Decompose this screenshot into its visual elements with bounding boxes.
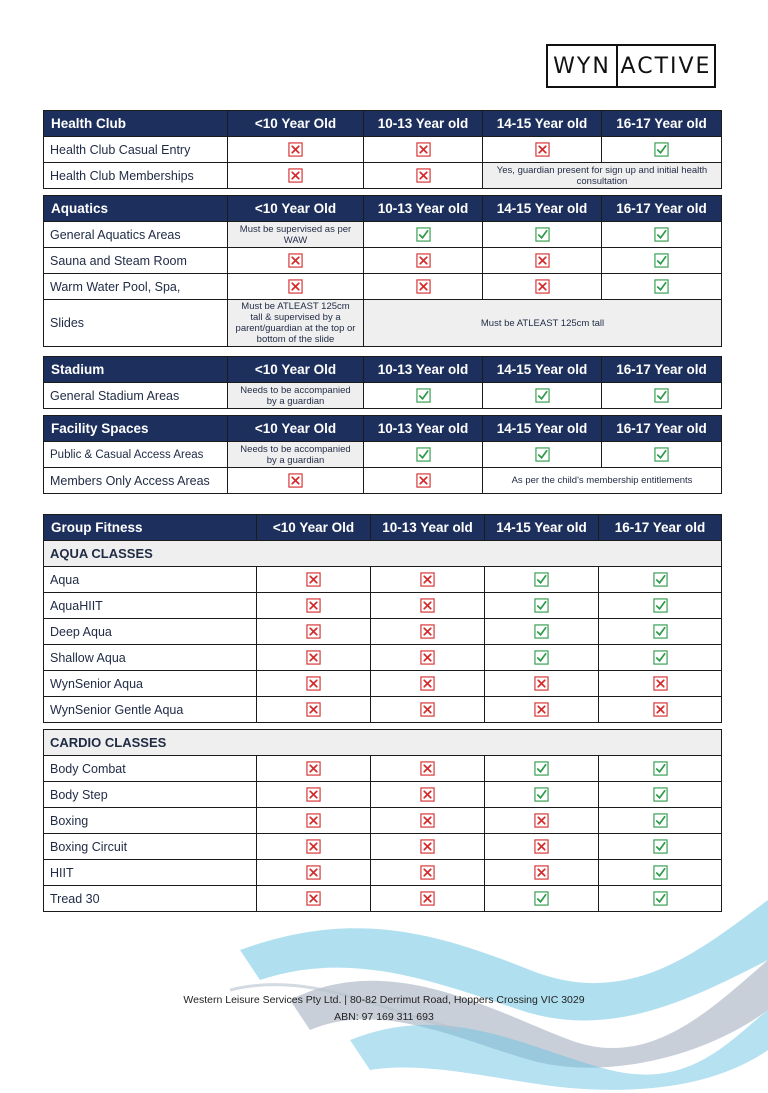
check-icon — [534, 761, 549, 776]
cross-icon — [534, 676, 549, 691]
access-cell — [228, 163, 364, 189]
cross-icon — [420, 624, 435, 639]
cross-icon — [416, 168, 431, 183]
logo-active-text: ACTIVE — [620, 53, 712, 79]
age-header: <10 Year Old — [228, 357, 364, 383]
access-cell — [257, 756, 371, 782]
access-cell — [599, 860, 722, 886]
class-label: WynSenior Gentle Aqua — [44, 697, 257, 723]
check-icon — [653, 813, 668, 828]
access-cell — [371, 834, 485, 860]
cross-icon — [416, 473, 431, 488]
access-cell — [599, 782, 722, 808]
group-fitness-table — [43, 514, 722, 912]
cross-icon — [420, 865, 435, 880]
wynactive-logo — [546, 44, 716, 88]
check-icon — [534, 650, 549, 665]
cross-icon — [306, 813, 321, 828]
class-label: WynSenior Aqua — [44, 671, 257, 697]
age-header: 14-15 Year old — [483, 111, 602, 137]
check-icon — [653, 650, 668, 665]
access-cell — [371, 697, 485, 723]
class-label: Boxing Circuit — [44, 834, 257, 860]
age-header: 14-15 Year old — [485, 515, 599, 541]
note-cell: Must be supervised as per WAW — [228, 222, 364, 248]
check-icon — [654, 227, 669, 242]
access-cell — [228, 248, 364, 274]
check-icon — [653, 761, 668, 776]
age-header: <10 Year Old — [257, 515, 371, 541]
cross-icon — [288, 168, 303, 183]
age-header: 10-13 Year old — [364, 416, 483, 442]
cross-icon — [306, 624, 321, 639]
table-row — [44, 274, 722, 300]
access-cell — [257, 619, 371, 645]
cross-icon — [653, 676, 668, 691]
health-club-header-row — [44, 111, 722, 137]
cross-icon — [420, 702, 435, 717]
group-fitness-title: Group Fitness — [44, 515, 257, 541]
check-icon — [534, 598, 549, 613]
cross-icon — [420, 787, 435, 802]
class-label: Body Combat — [44, 756, 257, 782]
access-cell — [485, 808, 599, 834]
cross-icon — [416, 253, 431, 268]
cross-icon — [534, 865, 549, 880]
cross-icon — [535, 142, 550, 157]
check-icon — [534, 787, 549, 802]
access-cell — [371, 808, 485, 834]
access-cell — [599, 671, 722, 697]
access-cell — [257, 645, 371, 671]
access-cell — [228, 274, 364, 300]
check-icon — [653, 572, 668, 587]
cross-icon — [535, 253, 550, 268]
access-cell — [485, 593, 599, 619]
access-cell — [602, 274, 722, 300]
class-row — [44, 619, 722, 645]
cross-icon — [534, 813, 549, 828]
access-cell — [371, 671, 485, 697]
class-row — [44, 782, 722, 808]
access-cell — [364, 137, 483, 163]
check-icon — [654, 253, 669, 268]
class-row — [44, 834, 722, 860]
cross-icon — [420, 761, 435, 776]
check-icon — [535, 227, 550, 242]
access-cell — [364, 442, 483, 468]
access-cell — [602, 222, 722, 248]
access-cell — [485, 860, 599, 886]
access-cell — [485, 619, 599, 645]
access-cell — [602, 383, 722, 409]
class-label: Body Step — [44, 782, 257, 808]
table-row — [44, 442, 722, 468]
access-cell — [485, 834, 599, 860]
access-cell — [371, 756, 485, 782]
age-header: 14-15 Year old — [483, 196, 602, 222]
table-row — [44, 300, 722, 347]
cross-icon — [288, 473, 303, 488]
class-label: Aqua — [44, 567, 257, 593]
check-icon — [416, 447, 431, 462]
section-row — [44, 730, 722, 756]
row-label: Members Only Access Areas — [44, 468, 228, 494]
check-icon — [653, 839, 668, 854]
check-icon — [654, 279, 669, 294]
row-label: Sauna and Steam Room — [44, 248, 228, 274]
note-cell: Needs to be accompanied by a guardian — [228, 442, 364, 468]
access-cell — [257, 567, 371, 593]
access-cell — [483, 248, 602, 274]
age-header: 10-13 Year old — [364, 357, 483, 383]
access-cell — [483, 222, 602, 248]
cross-icon — [288, 142, 303, 157]
class-row — [44, 671, 722, 697]
page-footer — [0, 992, 768, 1026]
access-cell — [599, 834, 722, 860]
access-cell — [599, 593, 722, 619]
access-cell — [371, 567, 485, 593]
age-header: 14-15 Year old — [483, 357, 602, 383]
footer-address: Western Leisure Services Pty Ltd. | 80-82 Derrimut Road, Hoppers Crossing VIC 3029 — [183, 994, 585, 1006]
access-cell — [599, 619, 722, 645]
class-row — [44, 756, 722, 782]
cross-icon — [420, 813, 435, 828]
check-icon — [654, 388, 669, 403]
age-header: 10-13 Year old — [364, 196, 483, 222]
access-cell — [483, 383, 602, 409]
access-cell — [485, 756, 599, 782]
row-label: Slides — [44, 300, 228, 347]
cross-icon — [653, 702, 668, 717]
aquatics-header-row — [44, 196, 722, 222]
check-icon — [653, 598, 668, 613]
access-cell — [485, 645, 599, 671]
class-label: Tread 30 — [44, 886, 257, 912]
access-cell — [485, 697, 599, 723]
cross-icon — [306, 865, 321, 880]
access-cell — [602, 137, 722, 163]
stadium-title: Stadium — [44, 357, 228, 383]
health-club-title: Health Club — [44, 111, 228, 137]
age-header: 16-17 Year old — [599, 515, 722, 541]
table-row — [44, 248, 722, 274]
age-header: 16-17 Year old — [602, 196, 722, 222]
table-row — [44, 222, 722, 248]
check-icon — [654, 447, 669, 462]
class-label: Deep Aqua — [44, 619, 257, 645]
check-icon — [654, 142, 669, 157]
section-row — [44, 541, 722, 567]
cross-icon — [306, 787, 321, 802]
cross-icon — [306, 761, 321, 776]
class-label: Boxing — [44, 808, 257, 834]
access-cell — [599, 567, 722, 593]
access-cell — [485, 782, 599, 808]
cross-icon — [416, 142, 431, 157]
table-row — [44, 383, 722, 409]
access-cell — [257, 860, 371, 886]
check-icon — [535, 447, 550, 462]
access-cell — [599, 756, 722, 782]
cross-icon — [535, 279, 550, 294]
cross-icon — [420, 650, 435, 665]
section-title: CARDIO CLASSES — [44, 730, 722, 756]
access-cell — [371, 593, 485, 619]
note-cell: Must be ATLEAST 125cm tall — [364, 300, 722, 347]
age-header: 14-15 Year old — [483, 416, 602, 442]
access-cell — [257, 808, 371, 834]
note-cell: Must be ATLEAST 125cm tall & supervised by a parent/guardian at the top or bottom of the slide — [228, 300, 364, 347]
check-icon — [653, 624, 668, 639]
access-cell — [485, 671, 599, 697]
stadium-header-row — [44, 357, 722, 383]
row-label: Public & Casual Access Areas — [44, 442, 228, 468]
age-header: <10 Year Old — [228, 111, 364, 137]
age-header: <10 Year Old — [228, 416, 364, 442]
cross-icon — [420, 676, 435, 691]
access-cell — [599, 697, 722, 723]
access-cell — [228, 137, 364, 163]
access-cell — [364, 383, 483, 409]
cross-icon — [420, 572, 435, 587]
access-cell — [228, 468, 364, 494]
age-header: 16-17 Year old — [602, 357, 722, 383]
access-cell — [364, 468, 483, 494]
section-title: AQUA CLASSES — [44, 541, 722, 567]
note-cell: As per the child's membership entitlements — [483, 468, 722, 494]
cross-icon — [420, 598, 435, 613]
row-label: Health Club Memberships — [44, 163, 228, 189]
note-cell: Yes, guardian present for sign up and initial health consultation — [483, 163, 722, 189]
check-icon — [416, 388, 431, 403]
access-cell — [602, 442, 722, 468]
cross-icon — [416, 279, 431, 294]
class-row — [44, 860, 722, 886]
class-row — [44, 645, 722, 671]
cross-icon — [288, 253, 303, 268]
check-icon — [653, 865, 668, 880]
age-header: 16-17 Year old — [602, 111, 722, 137]
logo-wyn-text: WYN — [553, 53, 611, 79]
access-cell — [371, 860, 485, 886]
access-cell — [257, 671, 371, 697]
access-cell — [483, 274, 602, 300]
cross-icon — [306, 650, 321, 665]
facility-spaces-header-row — [44, 416, 722, 442]
table-row — [44, 137, 722, 163]
cross-icon — [288, 279, 303, 294]
access-cell — [364, 248, 483, 274]
access-cell — [599, 808, 722, 834]
cross-icon — [534, 839, 549, 854]
footer-abn: ABN: 97 169 311 693 — [334, 1011, 434, 1023]
access-cell — [371, 645, 485, 671]
class-row — [44, 808, 722, 834]
cross-icon — [306, 572, 321, 587]
table-row — [44, 163, 722, 189]
cross-icon — [306, 598, 321, 613]
check-icon — [535, 388, 550, 403]
row-label: Warm Water Pool, Spa, — [44, 274, 228, 300]
access-cell — [257, 593, 371, 619]
cross-icon — [306, 702, 321, 717]
group-fitness-header-row — [44, 515, 722, 541]
note-cell: Needs to be accompanied by a guardian — [228, 383, 364, 409]
access-cell — [371, 782, 485, 808]
access-cell — [257, 782, 371, 808]
row-label: General Stadium Areas — [44, 383, 228, 409]
access-cell — [364, 222, 483, 248]
aquatics-title: Aquatics — [44, 196, 228, 222]
cross-icon — [306, 676, 321, 691]
class-label: Shallow Aqua — [44, 645, 257, 671]
check-icon — [416, 227, 431, 242]
table-row — [44, 468, 722, 494]
facility-spaces-title: Facility Spaces — [44, 416, 228, 442]
cross-icon — [306, 839, 321, 854]
class-row — [44, 593, 722, 619]
access-cell — [364, 163, 483, 189]
check-icon — [534, 624, 549, 639]
age-header: 10-13 Year old — [364, 111, 483, 137]
access-cell — [599, 645, 722, 671]
check-icon — [534, 572, 549, 587]
facility-access-table — [43, 110, 722, 494]
age-header: 16-17 Year old — [602, 416, 722, 442]
age-header: <10 Year Old — [228, 196, 364, 222]
check-icon — [653, 787, 668, 802]
row-label: General Aquatics Areas — [44, 222, 228, 248]
cross-icon — [534, 702, 549, 717]
access-cell — [371, 619, 485, 645]
class-label: AquaHIIT — [44, 593, 257, 619]
class-row — [44, 697, 722, 723]
access-cell — [483, 137, 602, 163]
access-cell — [483, 442, 602, 468]
row-label: Health Club Casual Entry — [44, 137, 228, 163]
class-row — [44, 567, 722, 593]
class-label: HIIT — [44, 860, 257, 886]
age-header: 10-13 Year old — [371, 515, 485, 541]
cross-icon — [420, 839, 435, 854]
access-cell — [257, 697, 371, 723]
access-cell — [364, 274, 483, 300]
access-cell — [257, 834, 371, 860]
access-cell — [602, 248, 722, 274]
access-cell — [485, 567, 599, 593]
